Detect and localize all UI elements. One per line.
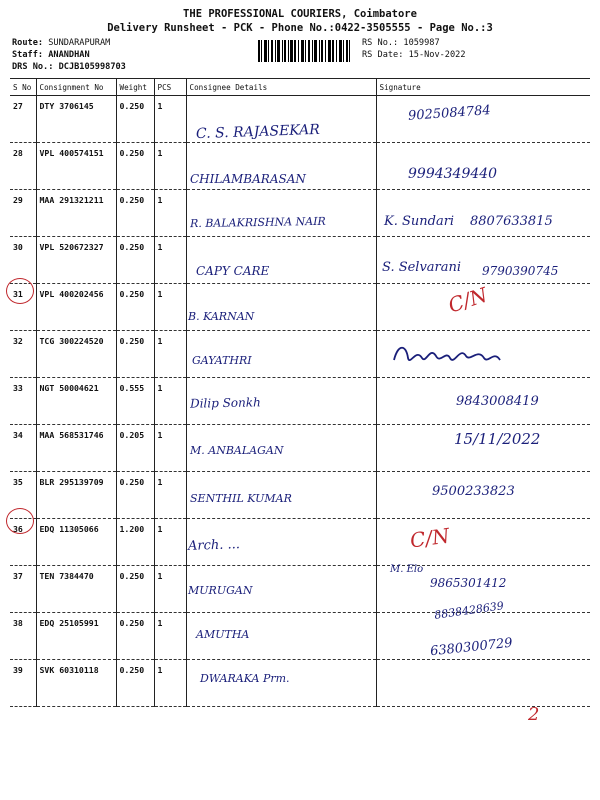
consignment-cell: TEN 7384470 bbox=[36, 566, 116, 613]
sno-cell: 29 bbox=[10, 190, 36, 237]
pcs-cell: 1 bbox=[154, 566, 186, 613]
table-header-row bbox=[10, 79, 590, 96]
sno-cell: 36 bbox=[10, 519, 36, 566]
rs-date-line bbox=[362, 50, 466, 60]
phone-handwritten: 9994349440 bbox=[408, 166, 498, 182]
sno-cell: 31 bbox=[10, 284, 36, 331]
consignment-cell: EDQ 11305066 bbox=[36, 519, 116, 566]
weight-cell: 0.250 bbox=[116, 566, 154, 613]
rs-no-line bbox=[362, 38, 440, 48]
table-row bbox=[10, 660, 590, 707]
consignee-name-handwritten: SENTHIL KUMAR bbox=[190, 492, 292, 505]
phone-handwritten: 9865301412 bbox=[430, 576, 507, 590]
consignment-cell: MAA 291321211 bbox=[36, 190, 116, 237]
consignee-name-handwritten: GAYATHRI bbox=[192, 354, 252, 367]
col-signature: Signature bbox=[376, 79, 590, 96]
table-row bbox=[10, 284, 590, 331]
report-subtitle: Delivery Runsheet - PCK - Phone No.:0422-3505555 - Page No.:3 bbox=[107, 22, 493, 34]
barcode-image bbox=[258, 40, 350, 62]
phone-handwritten: 8838428639 bbox=[433, 599, 505, 622]
pcs-cell: 1 bbox=[154, 190, 186, 237]
staff-value: ANANDHAN bbox=[48, 50, 90, 60]
col-consignment: Consignment No bbox=[36, 79, 116, 96]
highlight-circle-31 bbox=[6, 278, 34, 304]
drs-value: DCJB105998703 bbox=[58, 62, 126, 72]
pcs-cell: 1 bbox=[154, 613, 186, 660]
sno-cell: 34 bbox=[10, 425, 36, 472]
weight-cell: 0.250 bbox=[116, 331, 154, 378]
signature-cell bbox=[376, 190, 590, 237]
consignment-cell: VPL 400574151 bbox=[36, 143, 116, 190]
phone-handwritten: 9500233823 bbox=[432, 484, 515, 499]
weight-cell: 0.555 bbox=[116, 378, 154, 425]
consignee-name-handwritten: B. KARNAN bbox=[188, 310, 255, 323]
col-consignee: Consignee Details bbox=[186, 79, 376, 96]
pcs-cell: 1 bbox=[154, 96, 186, 143]
pcs-cell: 1 bbox=[154, 378, 186, 425]
cn-mark-handwritten: C/N bbox=[445, 282, 491, 318]
drs-label: DRS No.: bbox=[12, 62, 54, 72]
sno-cell: 35 bbox=[10, 472, 36, 519]
consignee-name-handwritten: CAPY CARE bbox=[196, 264, 270, 278]
signer-name-handwritten: K. Sundari bbox=[384, 214, 455, 229]
cn-mark-handwritten: C/N bbox=[408, 523, 452, 553]
sno-cell: 33 bbox=[10, 378, 36, 425]
consignment-cell: BLR 295139709 bbox=[36, 472, 116, 519]
report-title: THE PROFESSIONAL COURIERS, Coimbatore bbox=[183, 8, 417, 20]
rs-date-label: RS Date: bbox=[362, 50, 404, 60]
weight-cell: 0.250 bbox=[116, 660, 154, 707]
drs-line bbox=[12, 62, 126, 72]
phone-handwritten: 9843008419 bbox=[456, 394, 539, 409]
sno-cell: 30 bbox=[10, 237, 36, 284]
route-value: SUNDARAPURAM bbox=[48, 38, 111, 48]
rs-no-value: 1059987 bbox=[403, 38, 440, 48]
consignee-name-handwritten: M. ANBALAGAN bbox=[190, 444, 284, 457]
pcs-cell: 1 bbox=[154, 284, 186, 331]
consignee-name-handwritten: C. S. RAJASEKAR bbox=[195, 121, 321, 143]
weight-cell: 1.200 bbox=[116, 519, 154, 566]
consignment-cell: VPL 400202456 bbox=[36, 284, 116, 331]
sno-cell: 38 bbox=[10, 613, 36, 660]
phone-handwritten: 8807633815 bbox=[470, 214, 553, 229]
sno-cell: 28 bbox=[10, 143, 36, 190]
weight-cell: 0.250 bbox=[116, 190, 154, 237]
rs-no-label: RS No.: bbox=[362, 38, 399, 48]
staff-line bbox=[12, 50, 90, 60]
table-row bbox=[10, 190, 590, 237]
signature-cell bbox=[376, 519, 590, 566]
consignment-cell: DTY 3706145 bbox=[36, 96, 116, 143]
col-weight: Weight bbox=[116, 79, 154, 96]
signer-name-handwritten: M. Elo bbox=[390, 564, 424, 575]
consignee-name-handwritten: Arch. ... bbox=[187, 537, 241, 554]
page-mark-handwritten: 2 bbox=[528, 704, 540, 725]
weight-cell: 0.250 bbox=[116, 143, 154, 190]
route-line bbox=[12, 38, 110, 48]
consignee-name-handwritten: DWARAKA Prm. bbox=[200, 672, 290, 685]
consignee-name-handwritten: AMUTHA bbox=[196, 628, 250, 641]
weight-cell: 0.250 bbox=[116, 472, 154, 519]
weight-cell: 0.250 bbox=[116, 284, 154, 331]
signature-scribble bbox=[390, 340, 510, 370]
consignee-name-handwritten: CHILAMBARASAN bbox=[190, 172, 306, 186]
sno-cell: 37 bbox=[10, 566, 36, 613]
consignee-cell bbox=[186, 284, 376, 331]
weight-cell: 0.205 bbox=[116, 425, 154, 472]
pcs-cell: 1 bbox=[154, 143, 186, 190]
rs-date-value: 15-Nov-2022 bbox=[408, 50, 466, 60]
consignee-name-handwritten: MURUGAN bbox=[188, 584, 253, 597]
consignment-cell: NGT 50004621 bbox=[36, 378, 116, 425]
phone-handwritten: 6380300729 bbox=[429, 635, 514, 660]
consignee-name-handwritten: Dilip Sonkh bbox=[189, 395, 261, 411]
sno-cell: 39 bbox=[10, 660, 36, 707]
pcs-cell: 1 bbox=[154, 425, 186, 472]
consignee-name-handwritten: R. BALAKRISHNA NAIR bbox=[189, 214, 326, 231]
pcs-cell: 1 bbox=[154, 519, 186, 566]
pcs-cell: 1 bbox=[154, 237, 186, 284]
col-sno: S No bbox=[10, 79, 36, 96]
col-pcs: PCS bbox=[154, 79, 186, 96]
signer-name-handwritten: S. Selvarani bbox=[382, 260, 462, 275]
consignment-cell: VPL 520672327 bbox=[36, 237, 116, 284]
weight-cell: 0.250 bbox=[116, 96, 154, 143]
consignment-cell: SVK 60310118 bbox=[36, 660, 116, 707]
highlight-circle-36 bbox=[6, 508, 34, 534]
phone-handwritten: 9790390745 bbox=[482, 264, 559, 278]
weight-cell: 0.250 bbox=[116, 237, 154, 284]
signature-cell bbox=[376, 660, 590, 707]
table-row bbox=[10, 519, 590, 566]
sno-cell: 32 bbox=[10, 331, 36, 378]
sno-cell: 27 bbox=[10, 96, 36, 143]
pcs-cell: 1 bbox=[154, 472, 186, 519]
route-label: Route: bbox=[12, 38, 44, 48]
phone-handwritten: 9025084784 bbox=[407, 103, 492, 124]
weight-cell: 0.250 bbox=[116, 613, 154, 660]
pcs-cell: 1 bbox=[154, 660, 186, 707]
date-handwritten: 15/11/2022 bbox=[454, 430, 541, 448]
staff-label: Staff: bbox=[12, 50, 44, 60]
consignment-cell: TCG 300224520 bbox=[36, 331, 116, 378]
consignment-cell: MAA 568531746 bbox=[36, 425, 116, 472]
consignment-cell: EDQ 25105991 bbox=[36, 613, 116, 660]
pcs-cell: 1 bbox=[154, 331, 186, 378]
